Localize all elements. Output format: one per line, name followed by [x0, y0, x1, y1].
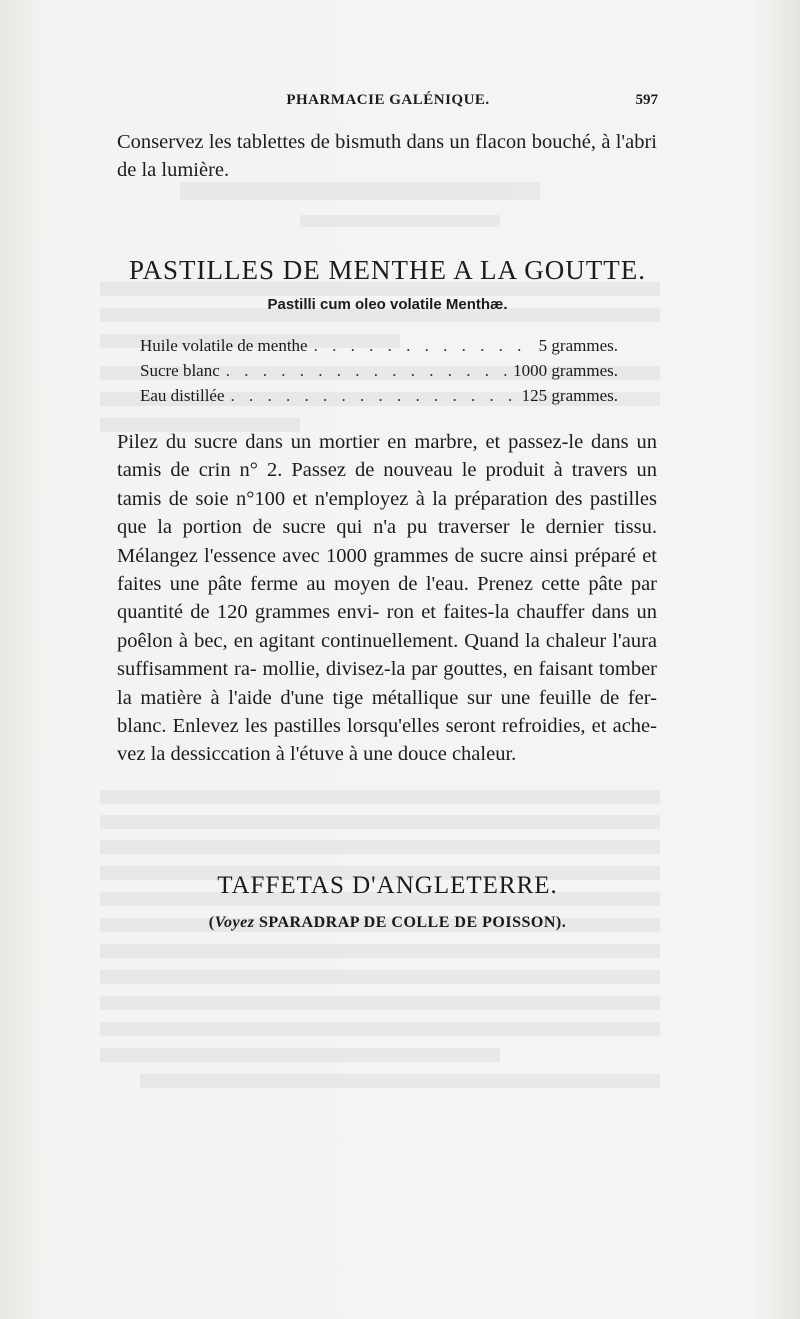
instructions-paragraph: Pilez du sucre dans un mortier en marbre, et passez-le dans un tamis de crin n° 2. Passez de nouveau le produit à travers un tamis de soie n°100 et n'employez à la préparation des pastilles que la portion de sucre qui n'a pu traverser le dernier tissu. Mélangez l'essence avec 1000 grammes de sucre ainsi préparé et faites une pâte ferme au moyen de l'eau. Prenez cette pâte par quantité de 120 grammes envi- ron et faites-la chauffer dans un poêlon à bec, en agitant continuellement. Quand la chaleur l'aura suffisamment ra- mollie, divisez-la par gouttes, en faisant tomber la matière à l'aide d'une tige métallique sur une feuille de fer-blanc. Enlevez les pastilles lorsqu'elles seront refroidies, et ache- vez la dessiccation à l'étuve à une douce chaleur.	[117, 431, 657, 766]
page-number: 597	[635, 92, 658, 108]
ingredient-name: Sucre blanc	[140, 361, 220, 380]
ingredient-quantity: 5 grammes.	[538, 336, 618, 355]
cross-ref-text: SPARADRAP DE COLLE DE POISSON).	[254, 914, 567, 931]
ingredient-name: Eau distillée	[140, 386, 225, 405]
dot-leader	[226, 361, 507, 381]
ingredient-row	[140, 386, 618, 411]
intro-paragraph: Conservez les tablettes de bismuth dans un flacon bouché, à l'abri de la lumière.	[117, 131, 657, 181]
running-title: PHARMACIE GALÉNIQUE.	[286, 92, 490, 108]
ingredient-quantity: 1000 grammes.	[513, 361, 618, 380]
latin-subtitle: Pastilli cum oleo volatile Menthæ.	[267, 296, 508, 313]
ingredient-name: Huile volatile de menthe	[140, 336, 308, 355]
ingredient-quantity: 125 grammes.	[521, 386, 618, 405]
dot-leader	[231, 386, 516, 406]
ingredient-row	[140, 336, 618, 361]
dot-leader	[314, 336, 533, 356]
section-title-pastilles: PASTILLES DE MENTHE A LA GOUTTE.	[129, 255, 646, 285]
cross-ref-open: (	[208, 914, 215, 931]
running-head	[118, 92, 658, 114]
section-title-taffetas: TAFFETAS D'ANGLETERRE.	[217, 872, 558, 899]
ingredient-list	[140, 336, 618, 411]
cross-reference	[110, 914, 665, 932]
cross-ref-voyez: Voyez	[214, 914, 255, 931]
ingredient-row	[140, 361, 618, 386]
